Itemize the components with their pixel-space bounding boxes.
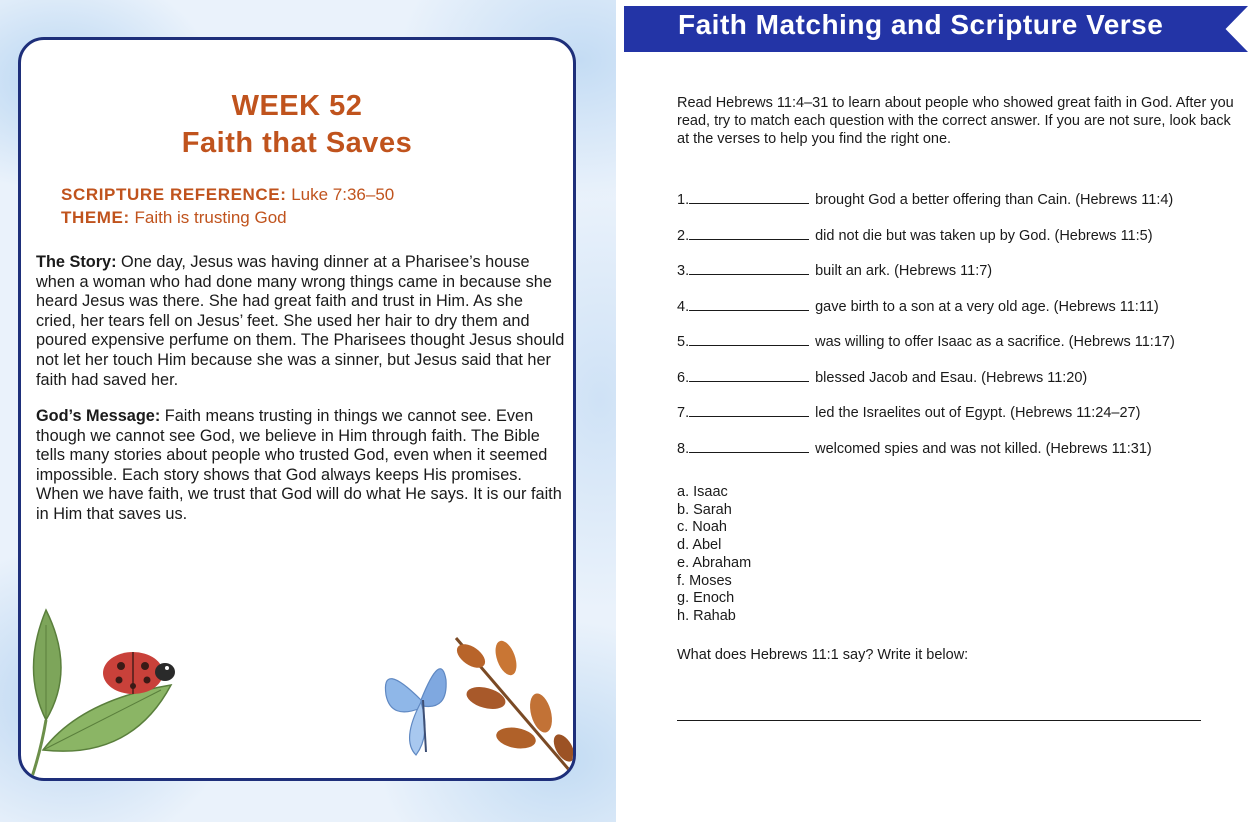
message-label: God’s Message:	[36, 407, 161, 425]
question-text: blessed Jacob and Esau. (Hebrews 11:20)	[815, 370, 1088, 386]
left-page	[0, 0, 616, 822]
lesson-card	[18, 37, 576, 781]
question-row	[677, 403, 1140, 421]
ladybug-illustration	[101, 648, 179, 698]
answer-blank[interactable]	[689, 368, 809, 382]
question-number: 6.	[677, 370, 690, 386]
answer-option: h. Rahab	[677, 607, 736, 624]
story-paragraph	[36, 253, 566, 390]
answer-option: a. Isaac	[677, 484, 728, 500]
answer-option: c. Noah	[677, 519, 727, 536]
answer-option: e. Abraham	[677, 554, 752, 571]
answer-blank[interactable]	[689, 190, 809, 204]
question-number: 7.	[677, 405, 690, 421]
answer-blank[interactable]	[689, 439, 809, 453]
question-row	[677, 226, 1153, 244]
theme-label: THEME:	[61, 208, 130, 227]
message-paragraph	[36, 407, 566, 525]
answer-blank[interactable]	[689, 332, 809, 346]
scripture-reference	[61, 185, 394, 205]
scripture-reference-value: Luke 7:36–50	[286, 185, 395, 204]
answer-blank[interactable]	[689, 403, 809, 417]
message-text: Faith means trusting in things we cannot see. Even though we cannot see God, we believe in Him through faith. The Bible tells many stories about people who trusted God, even when it seemed impossible. Each story shows that God always keeps His promises. When we have faith, we trust that God will do what He says. It is our faith in Him that saves us.	[36, 407, 562, 523]
theme-value: Faith is trusting God	[129, 208, 287, 227]
question-row	[677, 332, 1175, 350]
question-number: 4.	[677, 299, 690, 315]
question-row	[677, 261, 992, 279]
answer-choices	[677, 484, 751, 626]
scripture-reference-label: SCRIPTURE REFERENCE:	[61, 185, 287, 204]
autumn-branch-illustration	[436, 628, 576, 781]
question-text: did not die but was taken up by God. (Hebrews 11:5)	[815, 228, 1153, 244]
question-text: gave birth to a son at a very old age. (Hebrews 11:11)	[815, 299, 1159, 315]
question-row	[677, 190, 1173, 208]
answer-option: f. Moses	[677, 572, 732, 589]
theme	[61, 208, 287, 228]
question-text: led the Israelites out of Egypt. (Hebrews 11:24–27)	[815, 405, 1141, 421]
answer-blank[interactable]	[689, 226, 809, 240]
write-prompt: What does Hebrews 11:1 say? Write it below:	[677, 647, 969, 663]
week-number: WEEK 52	[231, 90, 363, 122]
question-text: brought God a better offering than Cain. (Hebrews 11:4)	[815, 192, 1174, 208]
answer-option: b. Sarah	[677, 501, 732, 518]
question-number: 1.	[677, 192, 690, 208]
question-row	[677, 368, 1087, 386]
answer-option: d. Abel	[677, 537, 722, 554]
question-text: built an ark. (Hebrews 11:7)	[815, 263, 993, 279]
question-text: welcomed spies and was not killed. (Hebrews 11:31)	[815, 441, 1152, 457]
question-text: was willing to offer Isaac as a sacrifice. (Hebrews 11:17)	[815, 334, 1175, 350]
question-number: 3.	[677, 263, 690, 279]
answer-blank[interactable]	[689, 261, 809, 275]
question-row	[677, 297, 1159, 315]
question-row	[677, 439, 1152, 457]
story-label: The Story:	[36, 253, 117, 271]
instructions: Read Hebrews 11:4–31 to learn about people who showed great faith in God. After you read, try to match each question with the correct answer. If you are not sure, look back at the verses to help you find the right one.	[677, 95, 1234, 147]
lesson-title: Faith that Saves	[181, 127, 413, 159]
question-number: 2.	[677, 228, 690, 244]
question-number: 5.	[677, 334, 690, 350]
question-number: 8.	[677, 441, 690, 457]
story-text: One day, Jesus was having dinner at a Pharisee’s house when a woman who had done many wrong things came in because she heard Jesus was there. She had great faith and trust in Him. As she cried, her tears fell on Jesus’ feet. She used her hair to dry them and poured expensive perfume on them. The Pharisees thought Jesus should not let her touch Him because she was a sinner, but Jesus said that her faith had saved her.	[36, 253, 565, 389]
page-title: Faith Matching and Scripture Verse	[678, 9, 1164, 40]
answer-blank[interactable]	[689, 297, 809, 311]
answer-write-line[interactable]	[677, 720, 1201, 721]
answer-option: g. Enoch	[677, 590, 735, 607]
